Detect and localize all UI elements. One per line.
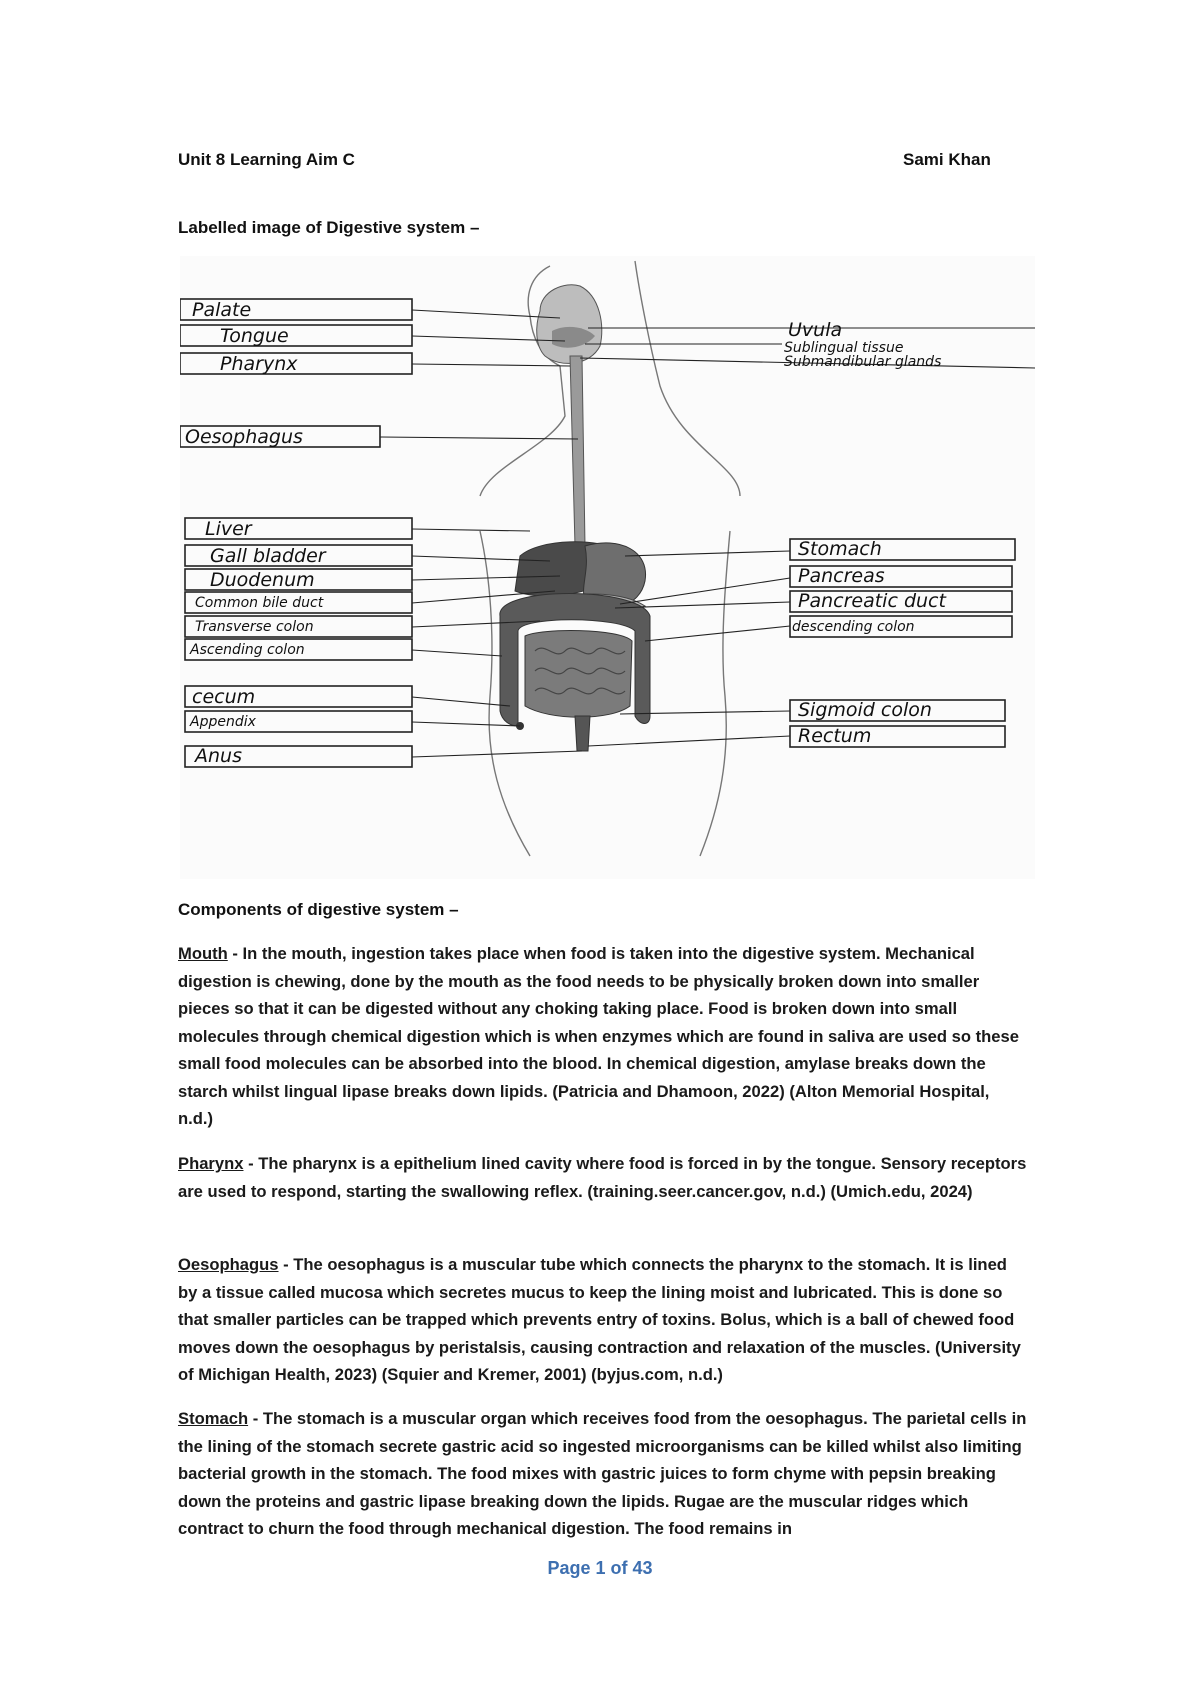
label-duodenum: Duodenum: [210, 569, 315, 591]
label-anus: Anus: [195, 745, 242, 767]
term-mouth: Mouth: [178, 944, 228, 963]
header-author: Sami Khan: [903, 150, 991, 169]
label-rectum: Rectum: [798, 725, 872, 747]
label-palate: Palate: [192, 299, 252, 321]
label-appendix: Appendix: [190, 714, 256, 730]
label-ascending-colon: Ascending colon: [190, 642, 305, 658]
label-descending-colon: descending colon: [792, 619, 915, 635]
paragraph-pharynx: [178, 1150, 1028, 1205]
label-pancreatic-duct: Pancreatic duct: [798, 590, 946, 612]
label-sublingual-tissue: Sublingual tissue: [784, 340, 904, 356]
label-pharynx: Pharynx: [220, 353, 298, 375]
components-heading: Components of digestive system –: [178, 900, 459, 919]
label-gall-bladder: Gall bladder: [210, 545, 326, 567]
term-oesophagus: Oesophagus: [178, 1255, 279, 1274]
page-number: Page 1 of 43: [547, 1558, 653, 1578]
text-mouth: - In the mouth, ingestion takes place when food is taken into the digestive system. Mechanical digestion is chewing, done by the mouth as the food needs to be physically broken down into smaller pieces so that it can be digested without any choking taking place. Food is broken down into small molecules through chemical digestion which is when enzymes which are found in saliva are used so these small food molecules can be absorbed into the blood. In chemical digestion, amylase breaks down the starch whilst lingual lipase breaks down lipids. (Patricia and Dhamoon, 2022) (Alton Memorial Hospital, n.d.): [178, 944, 1019, 1128]
header-title: Unit 8 Learning Aim C: [178, 150, 355, 169]
label-sigmoid-colon: Sigmoid colon: [798, 699, 932, 721]
text-pharynx: - The pharynx is a epithelium lined cavity where food is forced in by the tongue. Sensory receptors are used to respond, starting the swallowing reflex. (training.seer.cancer.gov, n.d.) (Umich.edu, 2024): [178, 1154, 1027, 1201]
label-transverse-colon: Transverse colon: [195, 619, 314, 635]
label-common-bile-duct: Common bile duct: [195, 595, 324, 611]
label-uvula: Uvula: [788, 319, 843, 341]
label-stomach: Stomach: [798, 538, 882, 560]
label-submandibular-glands: Submandibular glands: [784, 354, 942, 370]
label-oesophagus: Oesophagus: [185, 426, 303, 448]
label-tongue: Tongue: [220, 325, 289, 347]
paragraph-stomach: [178, 1405, 1028, 1543]
label-liver: Liver: [205, 518, 252, 540]
paragraph-mouth: [178, 940, 1028, 1133]
rectum-shape: [575, 716, 590, 751]
digestive-system-diagram: [180, 256, 1035, 879]
figure-title: Labelled image of Digestive system –: [178, 218, 480, 237]
text-oesophagus: - The oesophagus is a muscular tube which connects the pharynx to the stomach. It is lined by a tissue called mucosa which secretes mucus to keep the lining moist and lubricated. This is done so that smaller particles can be trapped which prevents entry of toxins. Bolus, which is a ball of chewed food moves down the oesophagus by peristalsis, causing contraction and relaxation of the muscles. (University of Michigan Health, 2023) (Squier and Kremer, 2001) (byjus.com, n.d.): [178, 1255, 1021, 1384]
label-pancreas: Pancreas: [798, 565, 885, 587]
head-region: [537, 285, 602, 364]
label-cecum: cecum: [192, 686, 256, 708]
text-stomach: - The stomach is a muscular organ which receives food from the oesophagus. The parietal cells in the lining of the stomach secrete gastric acid so ingested microorganisms can be killed whilst also limiting bacterial growth in the stomach. The food mixes with gastric juices to form chyme with pepsin breaking down the proteins and gastric lipase breaking down the lipids. Rugae are the muscular ridges which contract to churn the food through mechanical digestion. The food remains in: [178, 1409, 1027, 1538]
term-stomach: Stomach: [178, 1409, 249, 1428]
term-pharynx: Pharynx: [178, 1154, 244, 1173]
paragraph-oesophagus: [178, 1251, 1028, 1389]
